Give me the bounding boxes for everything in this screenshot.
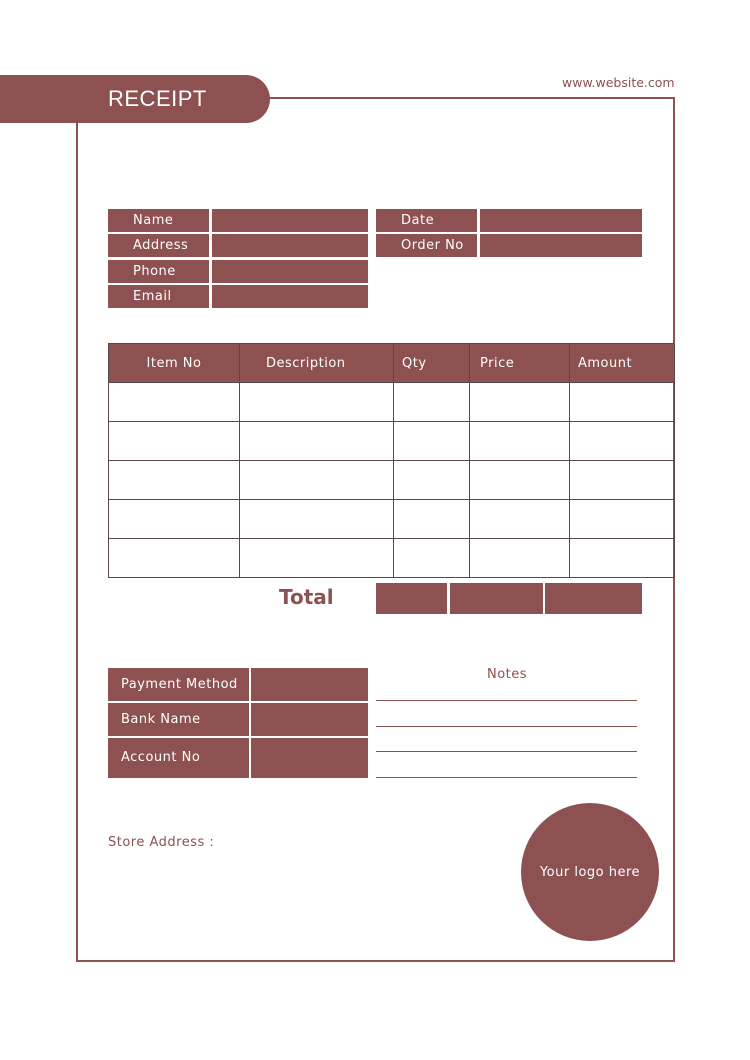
column-header-amount: Amount xyxy=(570,344,675,383)
name-field[interactable] xyxy=(212,209,368,232)
table-cell[interactable] xyxy=(109,500,240,539)
date-field[interactable] xyxy=(480,209,642,232)
table-cell[interactable] xyxy=(394,500,470,539)
table-cell[interactable] xyxy=(470,461,570,500)
name-label: Name xyxy=(108,209,209,232)
total-label: Total xyxy=(279,585,334,609)
title-banner xyxy=(0,75,270,123)
table-row xyxy=(109,461,675,500)
table-cell[interactable] xyxy=(570,422,675,461)
order-no-label: Order No xyxy=(376,234,477,257)
table-cell[interactable] xyxy=(570,500,675,539)
table-header-row xyxy=(109,344,675,383)
table-cell[interactable] xyxy=(109,461,240,500)
notes-title: Notes xyxy=(487,667,528,682)
table-cell[interactable] xyxy=(240,383,394,422)
email-label: Email xyxy=(108,285,209,308)
notes-line[interactable] xyxy=(376,777,637,778)
address-field[interactable] xyxy=(212,234,368,257)
date-label: Date xyxy=(376,209,477,232)
notes-line[interactable] xyxy=(376,700,637,701)
account-no-field[interactable] xyxy=(251,738,368,778)
table-cell[interactable] xyxy=(470,422,570,461)
table-cell[interactable] xyxy=(470,539,570,578)
logo-placeholder xyxy=(521,803,659,941)
receipt-title: RECEIPT xyxy=(108,86,207,111)
email-field[interactable] xyxy=(212,285,368,308)
table-cell[interactable] xyxy=(240,422,394,461)
items-table xyxy=(108,343,675,578)
table-cell[interactable] xyxy=(470,383,570,422)
total-qty-field[interactable] xyxy=(376,583,447,614)
total-amount-field[interactable] xyxy=(545,583,642,614)
bank-name-field[interactable] xyxy=(251,703,368,736)
table-row xyxy=(109,422,675,461)
column-header-item-no: Item No xyxy=(109,344,240,383)
table-cell[interactable] xyxy=(570,539,675,578)
notes-line[interactable] xyxy=(376,726,637,727)
table-cell[interactable] xyxy=(240,461,394,500)
payment-method-field[interactable] xyxy=(251,668,368,701)
total-price-field[interactable] xyxy=(450,583,543,614)
table-cell[interactable] xyxy=(240,539,394,578)
column-header-description: Description xyxy=(240,344,394,383)
table-cell[interactable] xyxy=(109,539,240,578)
table-cell[interactable] xyxy=(394,383,470,422)
table-row xyxy=(109,500,675,539)
column-header-qty: Qty xyxy=(394,344,470,383)
phone-field[interactable] xyxy=(212,260,368,283)
payment-method-label: Payment Method xyxy=(108,668,249,701)
table-cell[interactable] xyxy=(394,461,470,500)
bank-name-label: Bank Name xyxy=(108,703,249,736)
table-cell[interactable] xyxy=(240,500,394,539)
table-row xyxy=(109,383,675,422)
store-address-label: Store Address : xyxy=(108,835,215,850)
table-cell[interactable] xyxy=(394,422,470,461)
table-row xyxy=(109,539,675,578)
table-cell[interactable] xyxy=(109,383,240,422)
table-cell[interactable] xyxy=(470,500,570,539)
website-link[interactable]: www.website.com xyxy=(562,75,675,90)
column-header-price: Price xyxy=(470,344,570,383)
table-cell[interactable] xyxy=(570,461,675,500)
table-cell[interactable] xyxy=(109,422,240,461)
account-no-label: Account No xyxy=(108,738,249,778)
phone-label: Phone xyxy=(108,260,209,283)
notes-line[interactable] xyxy=(376,751,637,752)
table-cell[interactable] xyxy=(570,383,675,422)
logo-text: Your logo here xyxy=(539,864,641,880)
order-no-field[interactable] xyxy=(480,234,642,257)
address-label: Address xyxy=(108,234,209,257)
table-cell[interactable] xyxy=(394,539,470,578)
